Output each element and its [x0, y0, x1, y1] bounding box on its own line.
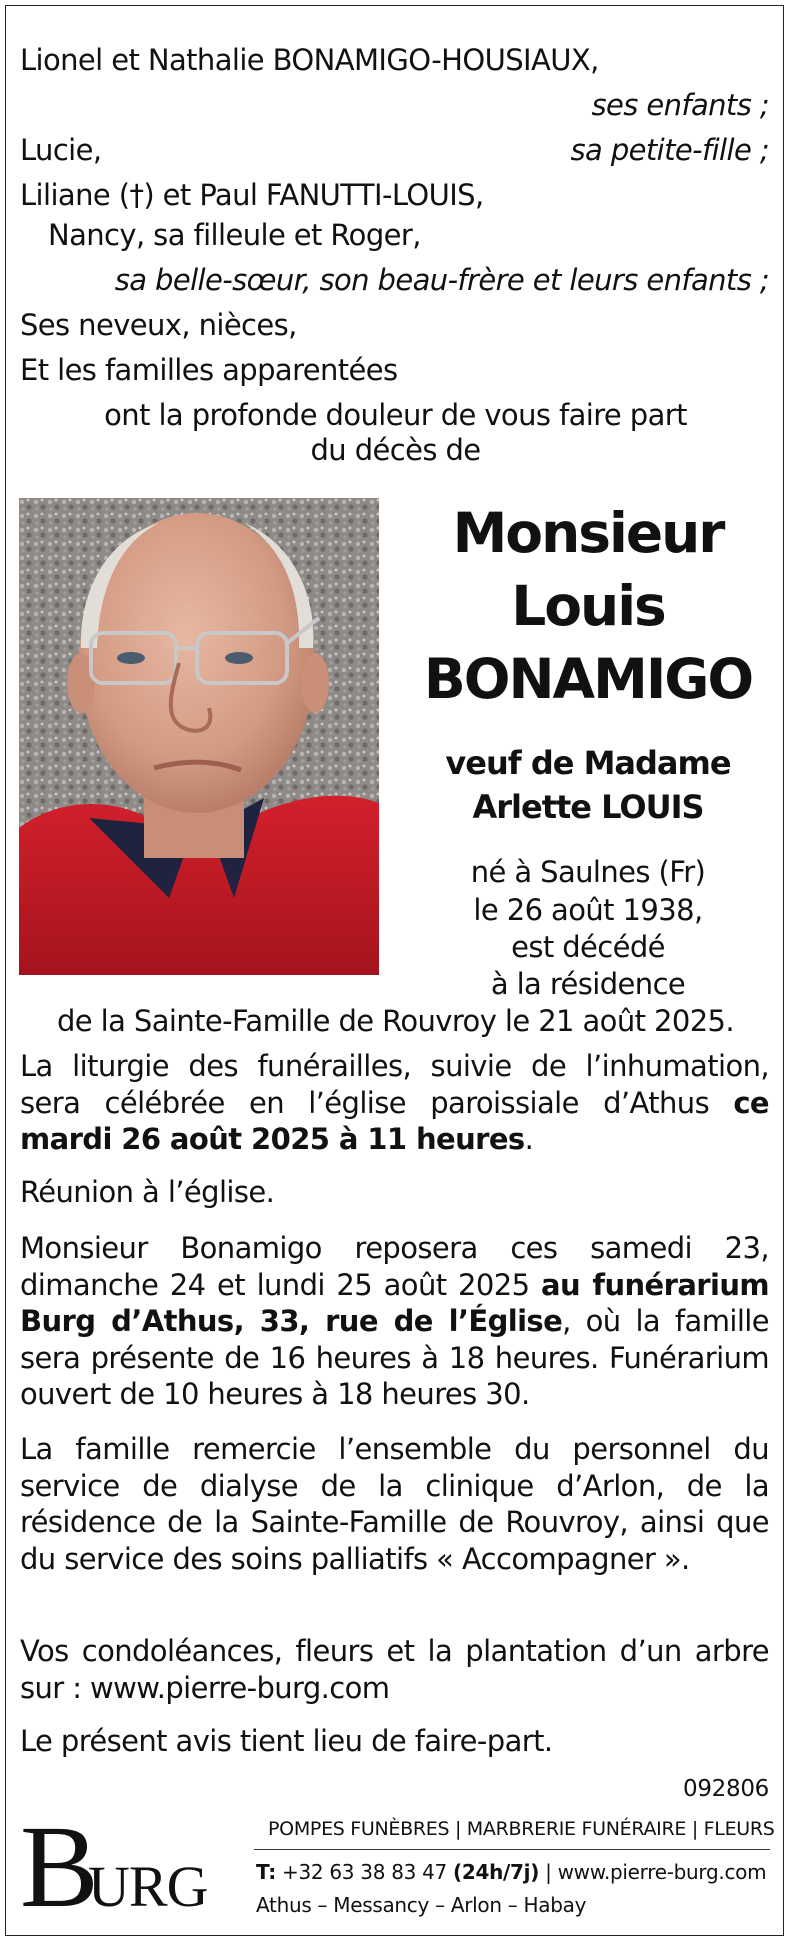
deceased-last-name: BONAMIGO: [423, 647, 753, 711]
family-line-goddaughter: Nancy, sa filleule et Roger,: [48, 218, 421, 252]
widow-of-line: veuf de Madame: [445, 744, 731, 782]
phone-label: T:: [256, 1860, 276, 1884]
rest-hours: , où la famille sera présente de 16 heures à 18 heures. Funérarium ouvert de 10 heures à 18 heures 30.: [20, 1304, 769, 1411]
logo-letters-urg: URG: [88, 1854, 208, 1919]
footer-divider: [254, 1849, 770, 1850]
obituary-notice: [5, 5, 784, 1936]
family-role-children: ses enfants ;: [591, 88, 769, 122]
death-place-date: de la Sainte-Famille de Rouvroy le 21 août 2025.: [56, 1004, 735, 1038]
family-line-children: Lionel et Nathalie BONAMIGO-HOUSIAUX,: [20, 43, 599, 77]
birth-place: né à Saulnes (Fr): [470, 855, 706, 889]
footer-contact: [256, 1858, 766, 1886]
widow-name-line: Arlette LOUIS: [472, 788, 704, 826]
notice-paragraph: Le présent avis tient lieu de faire-part.: [20, 1724, 553, 1758]
phone-number[interactable]: +32 63 38 83 47: [282, 1860, 447, 1884]
deceased-title: Monsieur: [452, 501, 724, 565]
family-role-in-laws: sa belle-sœur, son beau-frère et leurs enfants ;: [114, 263, 769, 297]
deceased-first-name: Louis: [511, 574, 665, 638]
portrait-photo: [19, 498, 379, 975]
condolences-paragraph: Vos condoléances, fleurs et la plantation d’un arbre sur : www.pierre-burg.com: [20, 1634, 769, 1705]
thanks-paragraph: La famille remercie l’ensemble du personnel du service de dialyse de la clinique d’Arlon, de la résidence de la Sainte-Famille de Rouvroy, ainsi que du service des soins palliatifs « Accompagner ».: [20, 1432, 769, 1576]
footer-services: POMPES FUNÈBRES | MARBRERIE FUNÉRAIRE | FLEURS: [268, 1818, 775, 1840]
rest-paragraph: [20, 1230, 769, 1413]
liturgy-end: .: [524, 1122, 534, 1156]
death-residence: à la résidence: [490, 967, 686, 1001]
footer-towns: Athus – Messancy – Arlon – Habay: [256, 1893, 587, 1917]
family-role-granddaughter: sa petite-fille ;: [570, 133, 769, 167]
reference-number: 092806: [683, 1776, 769, 1802]
birth-date: le 26 août 1938,: [473, 893, 703, 927]
logo-letter-b: B: [20, 1806, 99, 1926]
contact-separator: |: [545, 1860, 552, 1884]
announcement-death: du décès de: [310, 433, 481, 467]
liturgy-date: ce mardi 26 août 2025 à 11 heures: [20, 1085, 769, 1156]
death-line: est décédé: [511, 930, 665, 964]
reunion-paragraph: Réunion à l’église.: [20, 1175, 275, 1209]
family-line-granddaughter: Lucie,: [20, 133, 102, 167]
phone-hours: (24h/7j): [453, 1860, 540, 1884]
burg-logo-mark: [18, 1806, 228, 1926]
announcement-line: ont la profonde douleur de vous faire part: [104, 398, 687, 432]
portrait-illustration: [19, 498, 379, 975]
family-line-relatives: Et les familles apparentées: [20, 353, 398, 387]
rest-location: au funérarium Burg d’Athus, 33, rue de l’Église: [20, 1267, 769, 1338]
family-line-nephews: Ses neveux, nièces,: [20, 308, 297, 342]
liturgy-text: La liturgie des funérailles, suivie de l’inhumation, sera célébrée en l’église paroissiale d’Athus: [20, 1049, 769, 1120]
website-link[interactable]: www.pierre-burg.com: [557, 1860, 767, 1884]
family-line-sister-in-law: Liliane (†) et Paul FANUTTI-LOUIS,: [20, 178, 484, 212]
burg-logo: [18, 1806, 228, 1926]
liturgy-paragraph: [20, 1048, 769, 1158]
rest-text: Monsieur Bonamigo reposera ces samedi 23, dimanche 24 et lundi 25 août 2025: [20, 1231, 769, 1302]
